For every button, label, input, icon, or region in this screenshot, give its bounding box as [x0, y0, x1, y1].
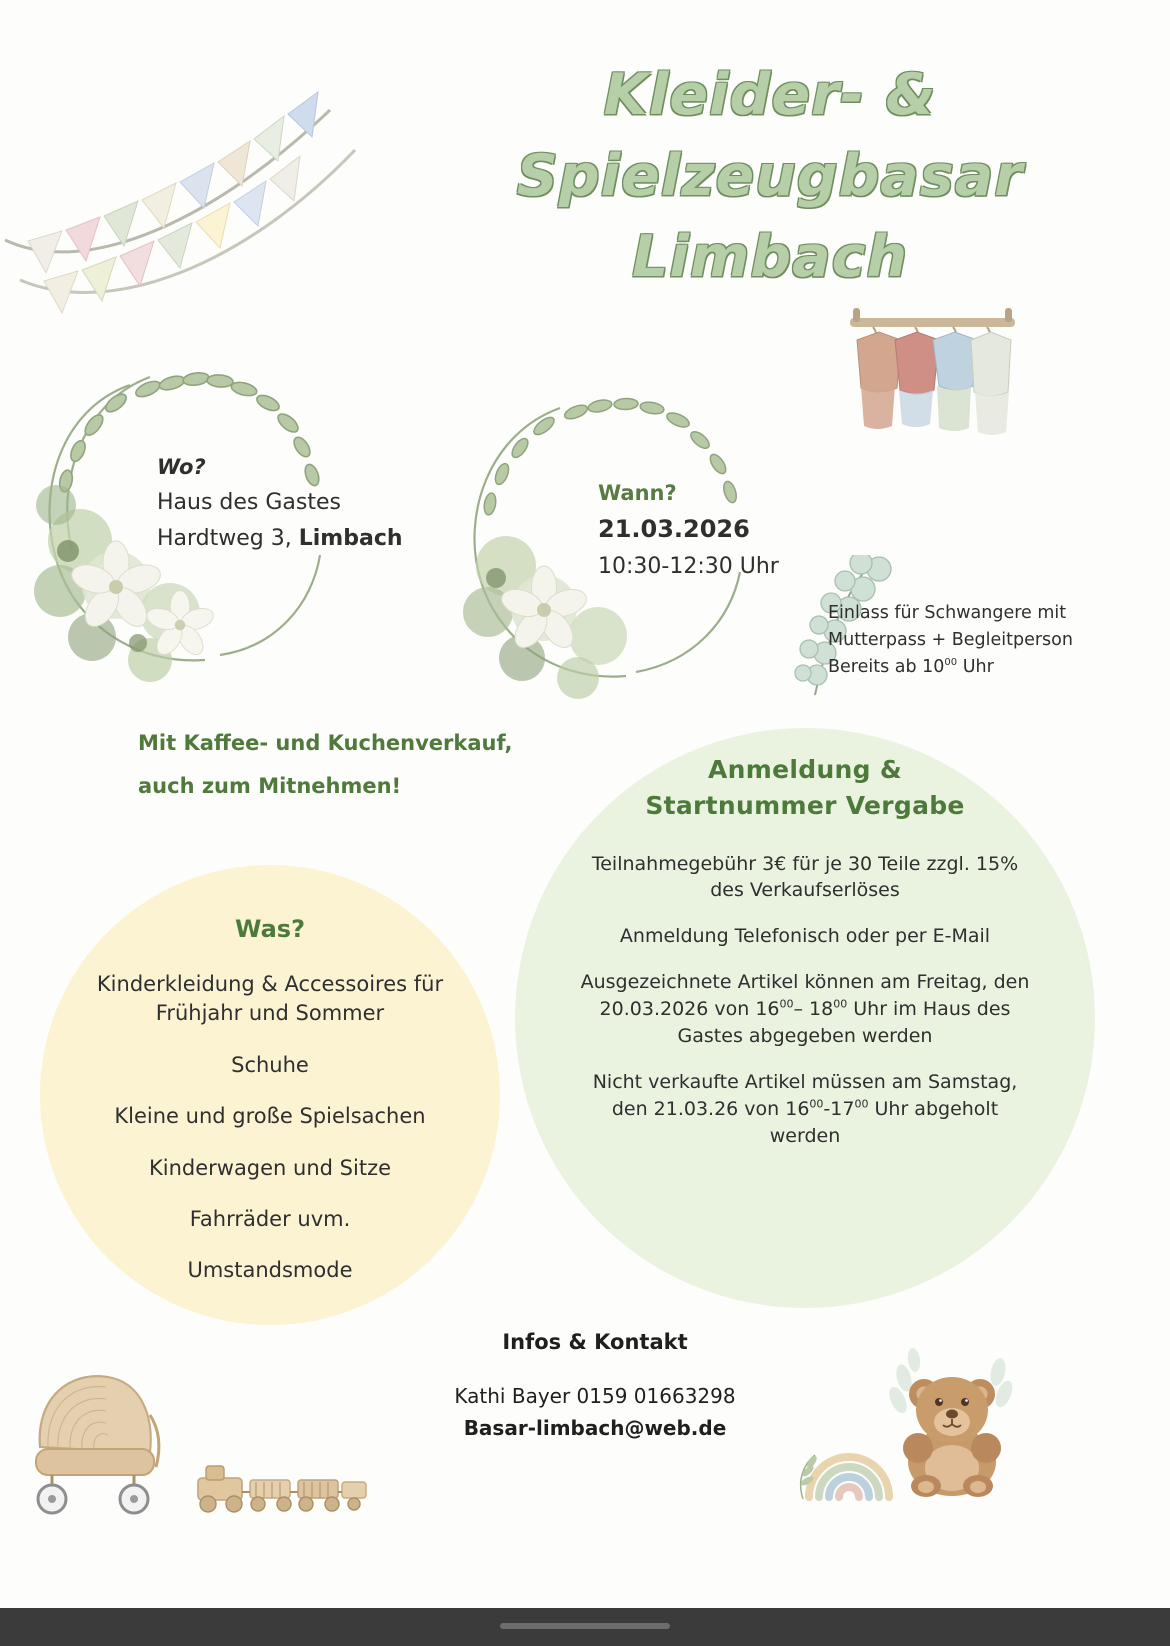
contact-email[interactable]: Basar-limbach@web.de [463, 1416, 727, 1440]
wicker-pram-icon [22, 1355, 167, 1520]
where-town: Limbach [298, 525, 403, 551]
entry-note-line-3-post: Uhr [957, 657, 994, 678]
teddy-bear-icon [880, 1330, 1025, 1505]
when-question: Wann? [598, 481, 677, 505]
when-time: 10:30-12:30 Uhr [598, 553, 779, 579]
registration-heading [560, 752, 1050, 825]
what-item: Kinderkleidung & Accessoires für Frühjahr und Sommer [96, 972, 444, 1026]
where-address [157, 521, 403, 557]
dropoff-sup-2: 00 [833, 998, 848, 1012]
what-item: Schuhe [231, 1052, 309, 1077]
bunting-flags-icon [0, 45, 420, 335]
contact-heading: Infos & Kontakt [502, 1330, 688, 1354]
pickup-sup-2: 00 [854, 1097, 869, 1111]
pickup-post: Uhr abgeholt werden [769, 1098, 999, 1148]
where-venue: Haus des Gastes [157, 489, 341, 515]
registration-dropoff [560, 969, 1050, 1050]
entry-note-line-1: Einlass für Schwangere mit [828, 603, 1067, 623]
entry-note-block [828, 600, 1103, 681]
what-item: Kleine und große Spielsachen [114, 1104, 426, 1129]
where-street: Hardtweg 3, [157, 525, 299, 551]
what-heading: Was? [234, 915, 306, 943]
pickup-mid: -17 [823, 1098, 855, 1121]
dropoff-post: Uhr im Haus des Gastes abgegeben werden [677, 998, 1011, 1048]
poster-title [440, 55, 1100, 298]
entry-note-line-3-pre: Bereits ab 10 [828, 657, 945, 678]
dropoff-sup-1: 00 [779, 998, 794, 1012]
what-item: Fahrräder uvm. [189, 1206, 351, 1231]
contact-phone: Kathi Bayer 0159 01663298 [454, 1384, 736, 1408]
what-item: Kinderwagen und Sitze [148, 1155, 392, 1180]
when-block [598, 476, 779, 585]
what-block [55, 915, 485, 1308]
pickup-pre: Nicht verkaufte Artikel müssen am Samstag, den 21.03.26 von 16 [592, 1071, 1018, 1121]
clothes-rack-icon [845, 300, 1020, 470]
cafe-line-2: auch zum Mitnehmen! [138, 774, 402, 799]
dropoff-pre: Ausgezeichnete Artikel können am Freitag, den 20.03.2026 von 16 [580, 971, 1030, 1021]
registration-pickup [560, 1069, 1050, 1150]
when-date: 21.03.2026 [598, 515, 750, 544]
registration-heading-line-2: Startnummer Vergabe [645, 791, 965, 821]
cafe-line-1: Mit Kaffee- und Kuchenverkauf, [138, 731, 513, 755]
cafe-block [138, 722, 512, 808]
dropoff-mid: – 18 [793, 998, 834, 1021]
home-indicator[interactable] [500, 1623, 670, 1629]
registration-heading-line-1: Anmeldung & [708, 755, 902, 784]
where-question: Wo? [157, 455, 206, 479]
registration-block [560, 752, 1050, 1169]
registration-fee: Teilnahmegebühr 3€ für je 30 Teile zzgl. 15% des Verkaufserlöses [591, 852, 1019, 902]
title-line-3: Limbach [632, 223, 908, 290]
entry-note-line-3-sup: 00 [944, 657, 958, 669]
registration-how: Anmeldung Telefonisch oder per E-Mail [619, 925, 991, 948]
what-item: Umstandsmode [187, 1258, 353, 1283]
title-line-1: Kleider- & [603, 62, 937, 128]
entry-note-line-2: Mutterpass + Begleitperson [828, 630, 1073, 651]
pickup-sup-1: 00 [809, 1097, 824, 1111]
wooden-train-icon [192, 1460, 372, 1520]
where-block [157, 450, 403, 557]
title-line-2: Spielzeugbasar [516, 142, 1024, 209]
entry-note-line-3 [828, 654, 1103, 681]
contact-block [385, 1330, 805, 1440]
system-bottom-bar [0, 1608, 1170, 1646]
